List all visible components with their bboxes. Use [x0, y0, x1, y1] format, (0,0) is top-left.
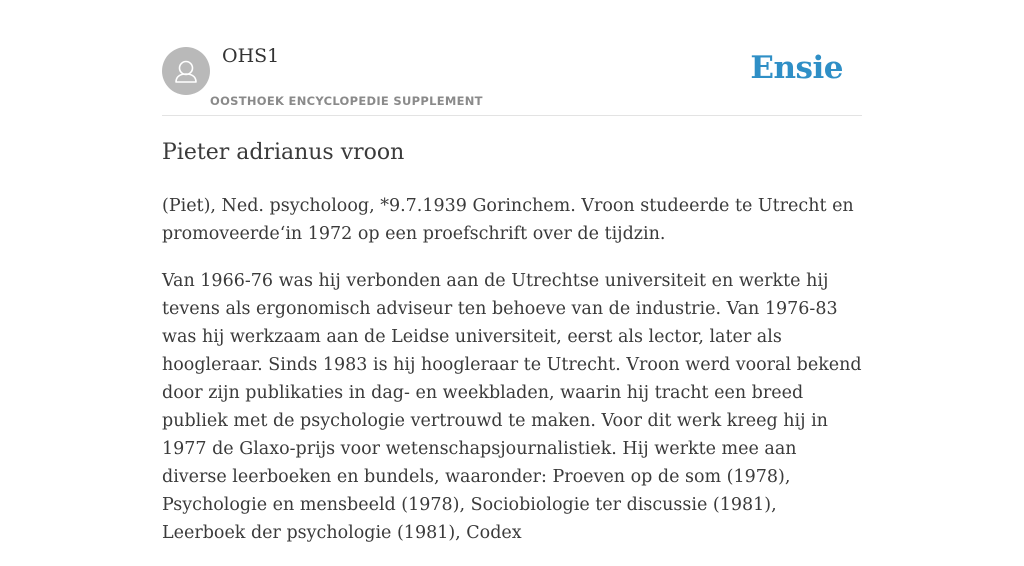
article-body — [162, 192, 862, 566]
username[interactable]: OHS1 — [222, 45, 280, 67]
user-icon — [162, 47, 210, 95]
source-label[interactable]: OOSTHOEK ENCYCLOPEDIE SUPPLEMENT — [210, 94, 483, 108]
article-title: Pieter adrianus vroon — [162, 140, 405, 165]
header — [162, 0, 862, 116]
article-paragraph: Van 1966-76 was hij verbonden aan de Utrechtse universiteit en werkte hij tevens als ergonomisch adviseur ten behoeve van de industrie. Van 1976-83 was hij werkzaam aan de Leidse universiteit, eerst als lector, later als hoogleraar. Sinds 1983 is hij hoogleraar te Utrecht. Vroon werd vooral bekend door zijn publikaties in dag- en weekbladen, waarin hij tracht een breed publiek met de psychologie vertrouwd te maken. Voor dit werk kreeg hij in 1977 de Glaxo-prijs voor wetenschapsjournalistiek. Hij werkte mee aan diverse leerboeken en bundels, waaronder: Proeven op de som (1978), Psychologie en mensbeeld (1978), Sociobiologie ter discussie (1981), Leerboek der psychologie (1981), Codex — [162, 271, 862, 543]
ensie-logo[interactable]: Ensie — [750, 50, 843, 86]
article-paragraph: (Piet), Ned. psycholoog, *9.7.1939 Gorinchem. Vroon studeerde te Utrecht en promoveerde‘in 1972 op een proefschrift over de tijdzin. — [162, 196, 854, 244]
avatar[interactable] — [162, 47, 210, 95]
